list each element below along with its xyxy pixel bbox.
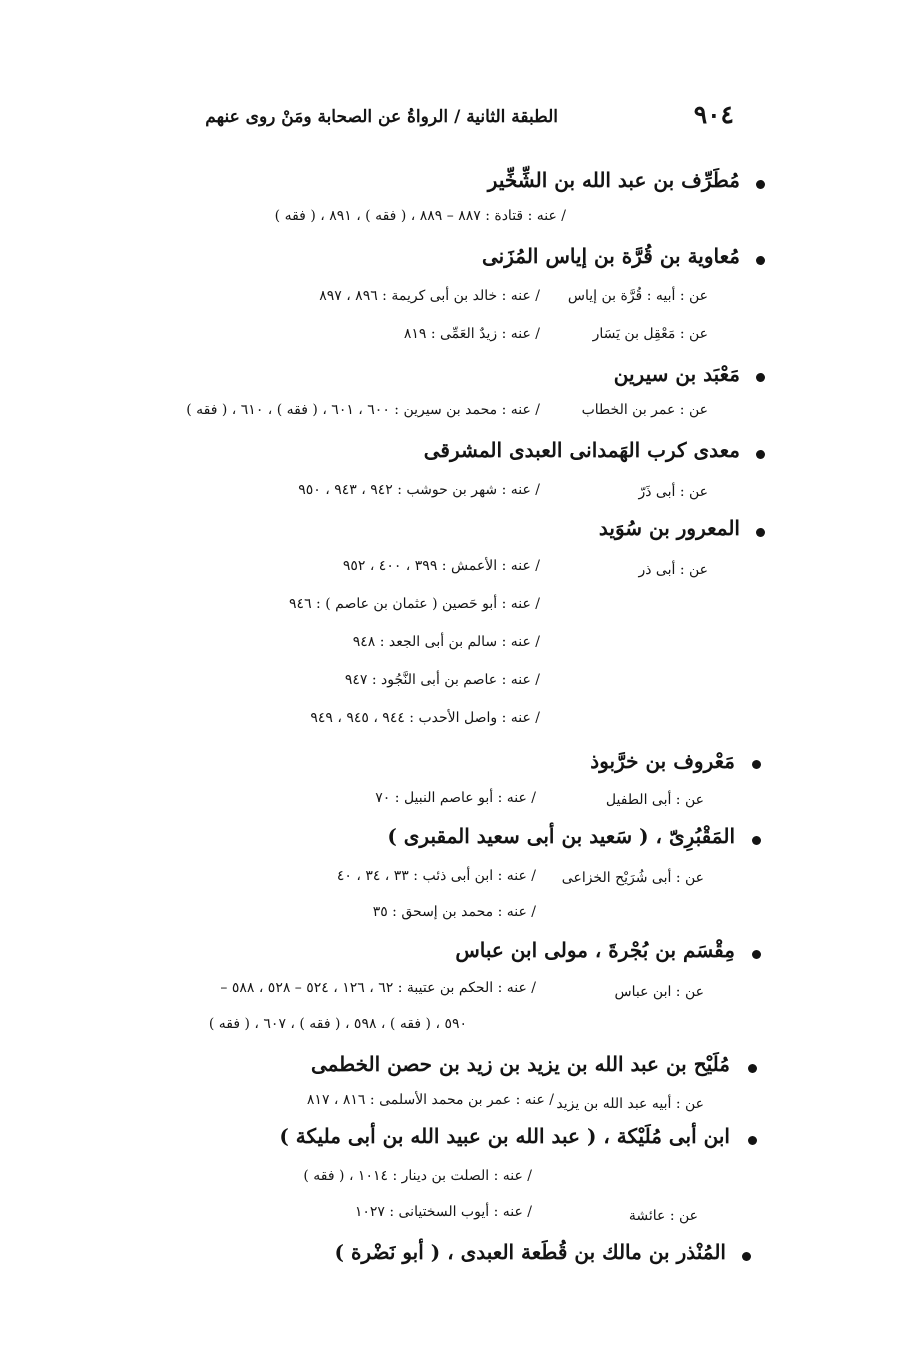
via-line: / عنه : ابن أبى ذئب : ٣٣ ، ٣٤ ، ٤٠ (336, 868, 536, 884)
entry-heading: مِقْسَم بن بُجْرةَ ، مولى ابن عباس (455, 938, 735, 962)
entry-heading: مُطَرِّف بن عبد الله بن الشِّخِّير (487, 168, 740, 192)
via-line: / عنه : سالم بن أبى الجعد : ٩٤٨ (352, 634, 540, 650)
from-line: عن : أبيه : قُرَّة بن إياس (567, 288, 708, 304)
via-line: / عنه : أبو حَصين ( عثمان بن عاصم ) : ٩٤٦ (289, 596, 540, 612)
entry-heading: ابن أبى مُلَيْكة ، ( عبد الله بن عبيد الله بن أبى مليكة ) (279, 1124, 730, 1148)
via-line: / عنه : أيوب السختيانى : ١٠٢٧ (354, 1204, 532, 1220)
via-line: / عنه : زيدٌ العَمِّى : ٨١٩ (403, 326, 540, 342)
via-line: / عنه : محمد بن سيرين : ٦٠٠ ، ٦٠١ ، ( فقه ) ، ٦١٠ ، ( فقه ) (186, 402, 540, 418)
entry-heading: مُلَيْح بن عبد الله بن يزيد بن زيد بن حصن الخطمى (310, 1052, 730, 1076)
entry-heading: المَقْبُرِىّ ، ( سَعيد بن أبى سعيد المقبرى ) (387, 824, 735, 848)
entry-heading: مُعاوية بن قُرَّة بن إياس المُزَنى (482, 244, 740, 268)
from-line: عن : عمر بن الخطاب (581, 402, 708, 418)
entry-heading: مَعْبَد بن سيرين (613, 362, 740, 386)
via-line: / عنه : عاصم بن أبى النَّجُود : ٩٤٧ (344, 672, 540, 688)
bullet-icon (756, 256, 765, 265)
from-line: عن : ابن عباس (614, 984, 704, 1000)
from-line: عن : أبيه عبد الله بن يزيد (556, 1096, 704, 1112)
bullet-icon (756, 180, 765, 189)
bullet-icon (756, 528, 765, 537)
from-line: عن : أبى الطفيل (605, 792, 704, 808)
from-line: عن : أبى ذَرّ (638, 484, 708, 500)
bullet-icon (752, 836, 761, 845)
via-line: / عنه : محمد بن إسحق : ٣٥ (372, 904, 536, 920)
page-number: ٩٠٤ (693, 100, 734, 129)
from-line: عن : أبى شُرَيْح الخزاعى (561, 870, 704, 886)
from-line: عن : مَعْقِل بن يَسَار (592, 326, 708, 342)
via-line: / عنه : الأعمش : ٣٩٩ ، ٤٠٠ ، ٩٥٢ (342, 558, 540, 574)
via-line: / عنه : أبو عاصم النبيل : ٧٠ (375, 790, 536, 806)
bullet-icon (748, 1136, 757, 1145)
entry-heading: مَعْروف بن خرَّبوذ (590, 749, 735, 773)
running-title: الطبقة الثانية / الرواةُ عن الصحابة ومَنْ روى عنهم (205, 107, 558, 127)
from-line: عن : عائشة (628, 1208, 698, 1224)
bullet-icon (752, 760, 761, 769)
bullet-icon (752, 950, 761, 959)
via-line: / عنه : واصل الأحدب : ٩٤٤ ، ٩٤٥ ، ٩٤٩ (310, 710, 540, 726)
bullet-icon (756, 373, 765, 382)
via-line: / عنه : الحكم بن عتيبة : ٦٢ ، ١٢٦ ، ٥٢٤ – ٥٢٨ ، ٥٨٨ – (220, 980, 536, 996)
from-line: عن : أبى ذر (638, 562, 708, 578)
entry-heading: معدى كرب الهَمدانى العبدى المشرقى (423, 438, 740, 462)
via-line: / عنه : شهر بن حوشب : ٩٤٢ ، ٩٤٣ ، ٩٥٠ (298, 482, 540, 498)
bullet-icon (748, 1064, 757, 1073)
bullet-icon (742, 1252, 751, 1261)
entry-heading: المعرور بن سُوَيد (598, 516, 740, 540)
via-line: / عنه : خالد بن أبى كريمة : ٨٩٦ ، ٨٩٧ (319, 288, 540, 304)
bullet-icon (756, 450, 765, 459)
via-line: ٥٩٠ ، ( فقه ) ، ٥٩٨ ، ( فقه ) ، ٦٠٧ ، ( فقه ) (208, 1016, 467, 1032)
via-line: / عنه : قتادة : ٨٨٧ – ٨٨٩ ، ( فقه ) ، ٨٩١ ، ( فقه ) (274, 208, 566, 224)
entry-heading: المُنْذر بن مالك بن قُطَعة العبدى ، ( أبو نَضْرة ) (334, 1240, 726, 1264)
via-line: / عنه : الصلت بن دينار : ١٠١٤ ، ( فقه ) (303, 1168, 532, 1184)
via-line: / عنه : عمر بن محمد الأسلمى : ٨١٦ ، ٨١٧ (306, 1092, 554, 1108)
